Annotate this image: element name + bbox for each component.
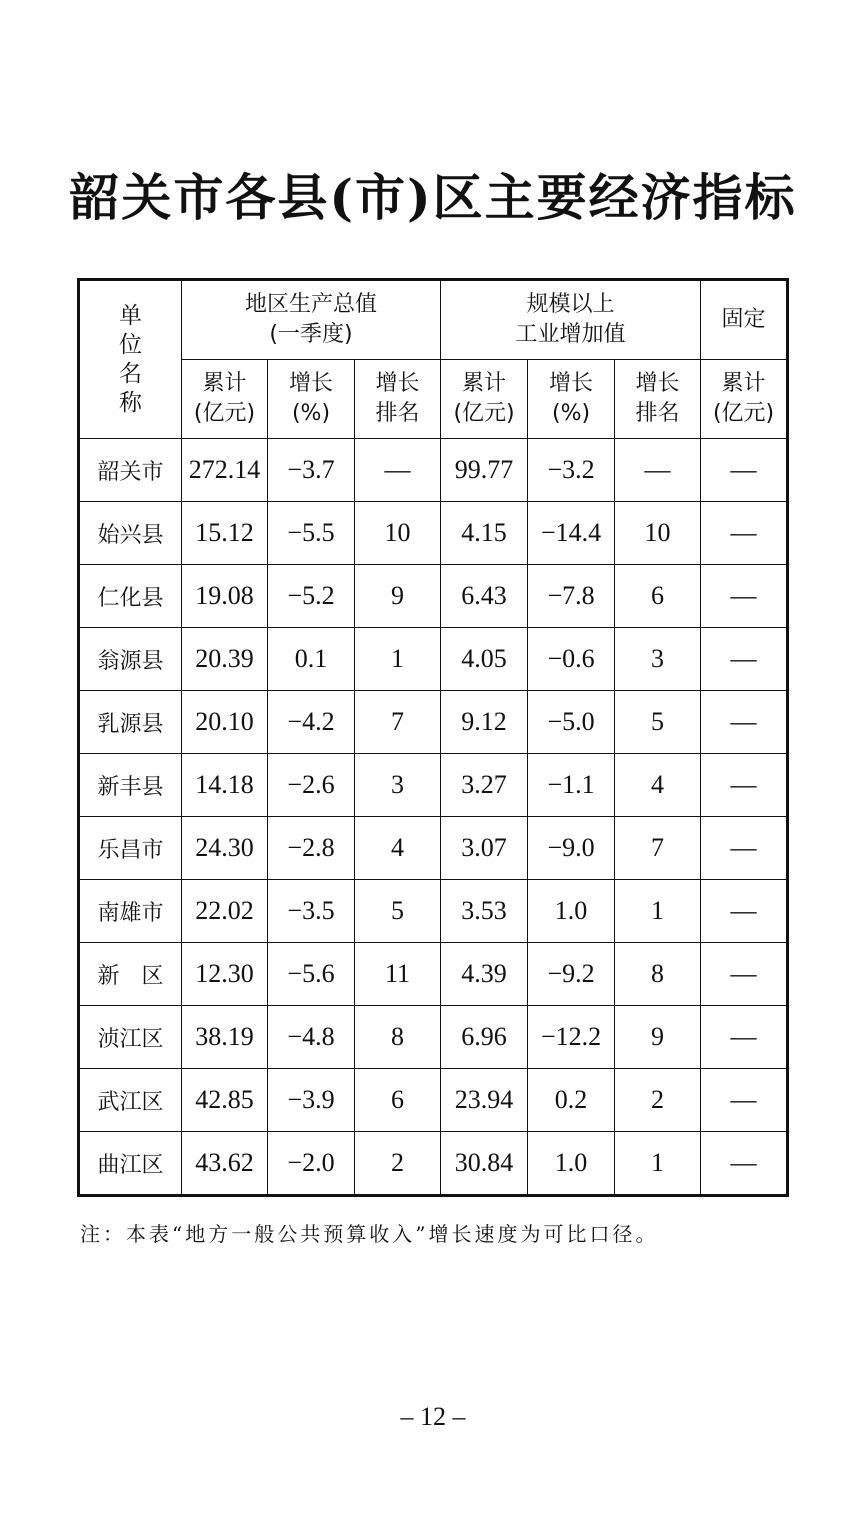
table-cell: 3.27 (441, 754, 528, 817)
table-cell: 30.84 (441, 1132, 528, 1196)
table-cell: −14.4 (528, 502, 615, 565)
sub-header-rank: 增长 排名 (615, 360, 701, 439)
table-cell: 10 (615, 502, 701, 565)
table-cell: −2.6 (268, 754, 355, 817)
table-cell: −0.6 (528, 628, 615, 691)
table-cell: 43.62 (182, 1132, 268, 1196)
row-unit-name: 南雄市 (79, 880, 182, 943)
table-cell: 6.96 (441, 1006, 528, 1069)
table-cell: 19.08 (182, 565, 268, 628)
row-unit-name: 韶关市 (79, 439, 182, 502)
row-unit-name: 乳源县 (79, 691, 182, 754)
table-cell: 0.2 (528, 1069, 615, 1132)
table-cell: 1.0 (528, 1132, 615, 1196)
table-cell: 24.30 (182, 817, 268, 880)
table-cell: — (701, 943, 788, 1006)
table-cell: −4.2 (268, 691, 355, 754)
industry-group-header: 规模以上 工业增加值 (441, 280, 701, 360)
table-cell: −2.0 (268, 1132, 355, 1196)
table-row (79, 943, 788, 1006)
table-cell: 4.05 (441, 628, 528, 691)
table-cell: — (701, 502, 788, 565)
table-cell: — (701, 565, 788, 628)
table-cell: 3.53 (441, 880, 528, 943)
table-cell: 99.77 (441, 439, 528, 502)
table-cell: — (355, 439, 441, 502)
table-row (79, 565, 788, 628)
table-cell: 3 (355, 754, 441, 817)
table-cell: −3.9 (268, 1069, 355, 1132)
row-unit-name: 始兴县 (79, 502, 182, 565)
table-cell: — (701, 1006, 788, 1069)
row-unit-name: 乐昌市 (79, 817, 182, 880)
table-cell: 9 (355, 565, 441, 628)
table-cell: 6 (615, 565, 701, 628)
table-cell: 3 (615, 628, 701, 691)
table-row (79, 1069, 788, 1132)
table-cell: 3.07 (441, 817, 528, 880)
table-cell: −4.8 (268, 1006, 355, 1069)
table-cell: 7 (615, 817, 701, 880)
table-cell: — (701, 1132, 788, 1196)
row-unit-name: 武江区 (79, 1069, 182, 1132)
table-cell: −5.0 (528, 691, 615, 754)
table-cell: 0.1 (268, 628, 355, 691)
table-cell: −9.2 (528, 943, 615, 1006)
table-row (79, 691, 788, 754)
table-cell: 5 (615, 691, 701, 754)
table-cell: 20.10 (182, 691, 268, 754)
table-cell: 42.85 (182, 1069, 268, 1132)
sub-header-growth: 增长 (%) (528, 360, 615, 439)
table-cell: −12.2 (528, 1006, 615, 1069)
table-cell: 2 (615, 1069, 701, 1132)
table-cell: 5 (355, 880, 441, 943)
table-cell: −9.0 (528, 817, 615, 880)
table-cell: 7 (355, 691, 441, 754)
fixed-group-header: 固定 (701, 280, 788, 360)
table-cell: −1.1 (528, 754, 615, 817)
row-unit-name: 仁化县 (79, 565, 182, 628)
table-cell: 10 (355, 502, 441, 565)
table-cell: −7.8 (528, 565, 615, 628)
table-cell: 6 (355, 1069, 441, 1132)
table-cell: 23.94 (441, 1069, 528, 1132)
sub-header-cumulative: 累计 (亿元) (441, 360, 528, 439)
table-cell: 14.18 (182, 754, 268, 817)
row-unit-name: 曲江区 (79, 1132, 182, 1196)
table-cell: — (615, 439, 701, 502)
table-cell: 15.12 (182, 502, 268, 565)
table-cell: — (701, 1069, 788, 1132)
table-cell: — (701, 628, 788, 691)
table-cell: — (701, 754, 788, 817)
table-cell: −2.8 (268, 817, 355, 880)
table-row (79, 439, 788, 502)
table-cell: 8 (355, 1006, 441, 1069)
economic-indicators-table (77, 278, 789, 1197)
sub-header-growth: 增长 (%) (268, 360, 355, 439)
table-cell: 1 (615, 880, 701, 943)
sub-header-rank: 增长 排名 (355, 360, 441, 439)
table-cell: 4 (615, 754, 701, 817)
row-unit-name: 翁源县 (79, 628, 182, 691)
table-cell: −3.2 (528, 439, 615, 502)
table-row (79, 817, 788, 880)
table-row (79, 1132, 788, 1196)
page-number: – 12 – (400, 1402, 466, 1431)
table-cell: −5.6 (268, 943, 355, 1006)
table-cell: 1 (615, 1132, 701, 1196)
table-cell: 20.39 (182, 628, 268, 691)
table-cell: −3.5 (268, 880, 355, 943)
table-cell: — (701, 439, 788, 502)
table-row (79, 502, 788, 565)
table-row (79, 754, 788, 817)
table-cell: — (701, 880, 788, 943)
gdp-group-header: 地区生产总值 (一季度) (182, 280, 441, 360)
row-unit-name: 新丰县 (79, 754, 182, 817)
row-unit-name: 新 区 (79, 943, 182, 1006)
table-cell: 272.14 (182, 439, 268, 502)
table-cell: 22.02 (182, 880, 268, 943)
table-cell: 12.30 (182, 943, 268, 1006)
table-cell: −3.7 (268, 439, 355, 502)
table-cell: −5.2 (268, 565, 355, 628)
table-cell: 4.15 (441, 502, 528, 565)
table-cell: 4.39 (441, 943, 528, 1006)
table-cell: — (701, 691, 788, 754)
table-cell: — (701, 817, 788, 880)
table-cell: 1 (355, 628, 441, 691)
sub-header-cumulative: 累计 (亿元) (182, 360, 268, 439)
table-cell: 2 (355, 1132, 441, 1196)
table-row (79, 1006, 788, 1069)
page-title: 韶关市各县(市)区主要经济指标 (69, 168, 797, 227)
table-footnote: 注：本表“地方一般公共预算收入”增长速度为可比口径。 (80, 1222, 659, 1246)
table-row (79, 880, 788, 943)
table-cell: 38.19 (182, 1006, 268, 1069)
table-cell: 1.0 (528, 880, 615, 943)
table-cell: 11 (355, 943, 441, 1006)
table-cell: 6.43 (441, 565, 528, 628)
table-row (79, 628, 788, 691)
table-cell: 8 (615, 943, 701, 1006)
table-cell: 9 (615, 1006, 701, 1069)
table-cell: 9.12 (441, 691, 528, 754)
table-cell: 4 (355, 817, 441, 880)
table-cell: −5.5 (268, 502, 355, 565)
sub-header-cumulative: 累计 (亿元) (701, 360, 788, 439)
row-unit-name: 浈江区 (79, 1006, 182, 1069)
unit-name-header: 单 位 名 称 (79, 280, 182, 439)
